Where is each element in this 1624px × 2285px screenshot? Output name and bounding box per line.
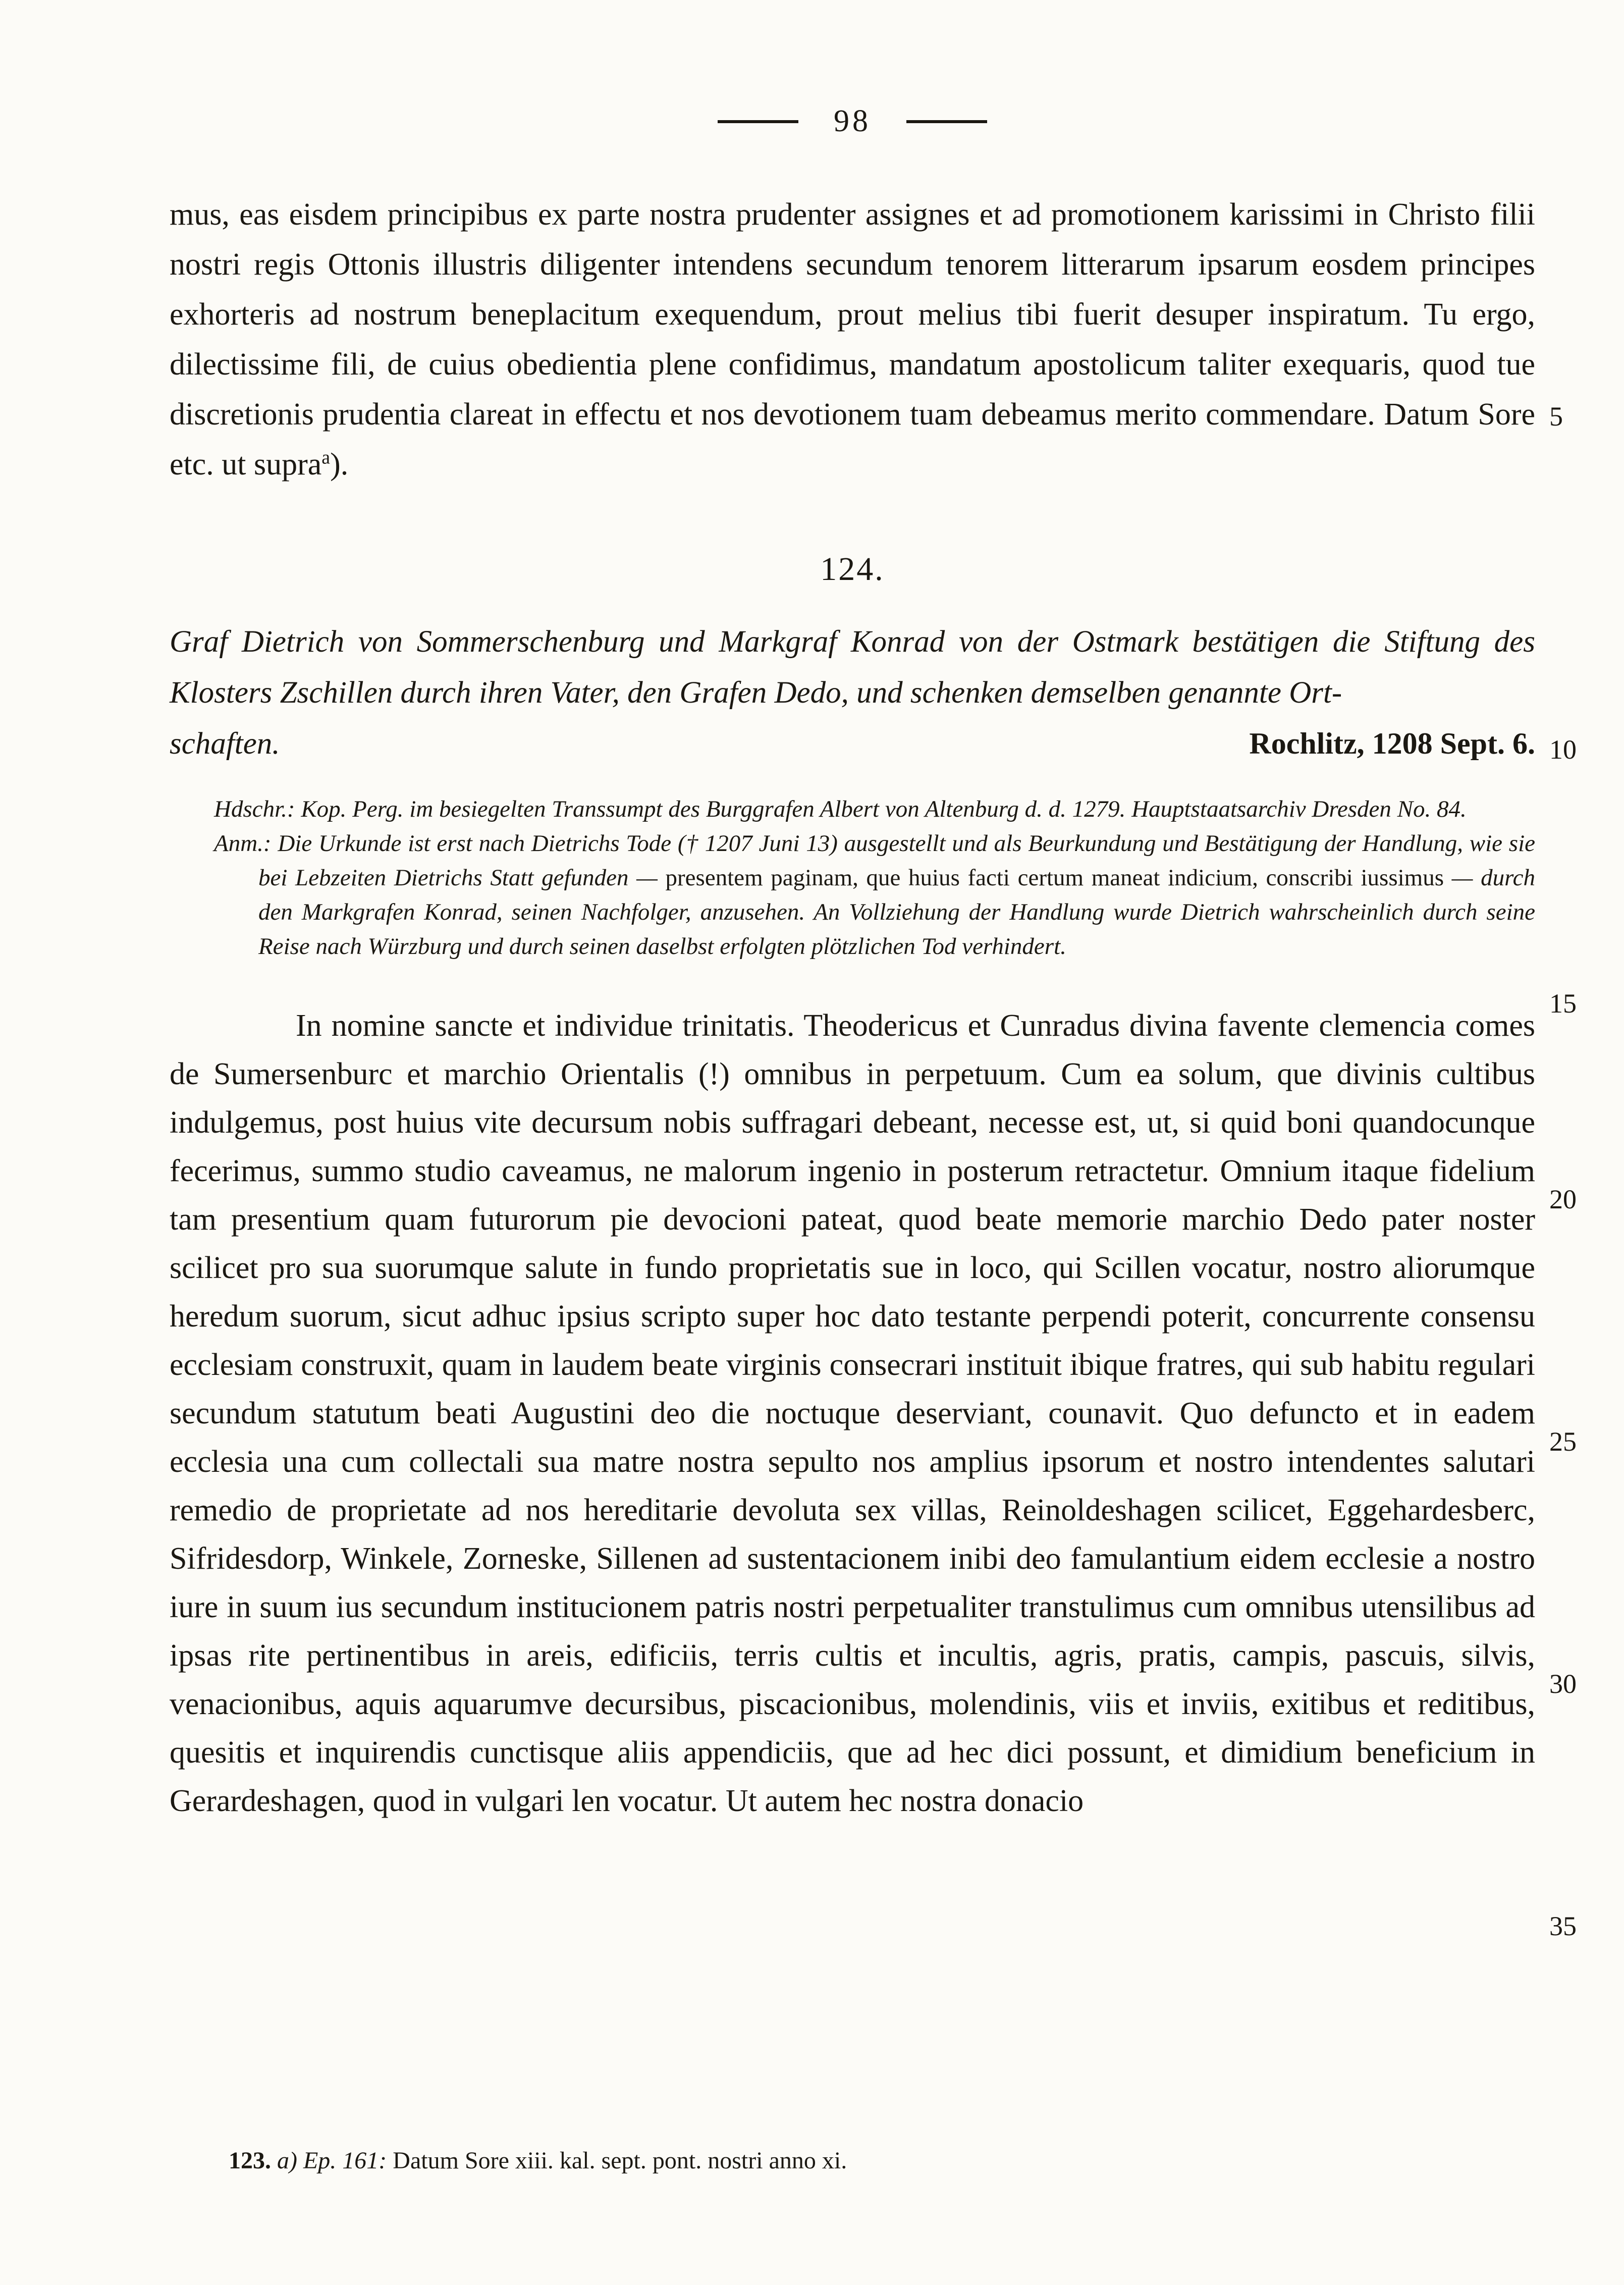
source-notes <box>170 792 1535 964</box>
header-rule-left <box>718 120 798 123</box>
regest-last-line <box>170 718 1535 769</box>
footnote-text: Datum Sore xiii. kal. sept. pont. nostri anno xi. <box>393 2147 847 2174</box>
anm-note <box>170 826 1535 964</box>
margin-line-number-35: 35 <box>1549 1911 1577 1941</box>
place-date: Rochlitz, 1208 Sept. 6. <box>1249 727 1535 760</box>
footnote-ref-mark: a) <box>277 2147 297 2174</box>
document-number: 124. <box>820 551 885 588</box>
page-header <box>170 0 1535 139</box>
footnote-source: Ep. 161: <box>303 2147 387 2174</box>
regest-text: Graf Dietrich von Sommerschenburg und Markgraf Konrad von der Ostmark bestätigen die Stiftung des Klosters Zschillen durch ihren Vater, den Grafen Dedo, und schenken demselben genannte Ort- <box>170 625 1535 710</box>
hdschr-text: Kop. Perg. im besiegelten Transsumpt des Burggrafen Albert von Altenburg d. d. 1279. Hauptstaatsarchiv Dresden No. 84. <box>301 796 1467 822</box>
margin-line-number-25: 25 <box>1549 1426 1577 1457</box>
hdschr-note <box>170 792 1535 826</box>
page-footnote <box>229 2145 847 2176</box>
margin-line-number-30: 30 <box>1549 1669 1577 1699</box>
continuation-text: mus, eas eisdem principibus ex parte nostra prudenter assignes et ad promotionem karissimi in Christo filii nostri regis Ottonis illustris diligenter intendens secundum tenorem litterarum ipsarum eosdem principes exhorteris ad nostrum beneplacitum exequendum, prout melius tibi fuerit desuper inspiratum. Tu ergo, dilectissime fili, de cuius obedientia plene confidimus, mandatum apostolicum taliter exequaris, quod tue discretionis prudentia clareat in effectu et nos devotionem tuam debeamus merito commendare. Datum Sore etc. ut supra <box>170 197 1535 482</box>
continuation-paragraph <box>170 190 1535 490</box>
margin-line-number-20: 20 <box>1549 1184 1577 1214</box>
anm-text-latin-quote: presentem paginam, que huius facti certum maneat indicium, conscribi iussimus <box>665 865 1444 891</box>
anm-text-german-1: Die Urkunde ist erst nach Dietrichs Tode († 1207 Juni 13) ausgestellt und als Beurkundung und Bestätigung der Handlung, wie sie bei Lebzeiten Dietrichs Statt gefunden — <box>258 830 1535 891</box>
footnote-mark-superscript: a <box>321 447 331 468</box>
header-rule-right <box>906 120 987 123</box>
footnote-doc-number: 123. <box>229 2147 271 2174</box>
continuation-after-mark: ). <box>330 447 349 482</box>
regest-summary <box>170 616 1535 718</box>
anm-text-german-2: — durch den Markgrafen Konrad, seinen Nachfolger, anzusehen. An Vollziehung der Handlung wurde Dietrich wahrscheinlich durch seine Reise nach Würzburg und durch seinen daselbst erfolgten plötzlichen Tod verhindert. <box>258 865 1536 960</box>
page-number: 98 <box>834 104 871 138</box>
hdschr-label: Hdschr.: <box>214 796 295 822</box>
regest-end-word: schaften. <box>170 727 280 761</box>
margin-line-number-10: 10 <box>1549 734 1577 765</box>
anm-label: Anm.: <box>214 830 272 857</box>
charter-body-text: In nomine sancte et individue trinitatis. Theodericus et Cunradus divina favente clemencia comes de Sumersenburc et marchio Orientalis (!) omnibus in perpetuum. Cum ea solum, que divinis cultibus indulgemus, post huius vite decursum nobis suffragari debeant, necesse est, ut, si quid boni quandocunque fecerimus, summo studio caveamus, ne malorum ingenio in posterum retractetur. Omnium itaque fidelium tam presentium quam futurorum pie devocioni pateat, quod beate memorie marchio Dedo pater noster scilicet pro sua suorumque salute in fundo proprietatis sue in loco, qui Scillen vocatur, nostro aliorumque heredum suorum, sicut adhuc ipsius scripto super hoc dato testante perpendi poterit, concurrente consensu ecclesiam construxit, quam in laudem beate virginis consecrari instituit ibique fratres, qui sub habitu regulari secundum statutum beati Augustini deo die noctuque deserviant, counavit. Quo defuncto et in eadem ecclesia una cum collectali sua matre nostra sepulto nos amplius ipsorum et nostro intendentes salutari remedio de proprietate ad nos hereditarie devoluta sex villas, Reinoldeshagen scilicet, Eggehardesberc, Sifridesdorp, Winkele, Zorneske, Sillenen ad sustentacionem inibi deo famulantium eidem ecclesie a nostro iure in suum ius secundum institucionem patris nostri perpetualiter transtulimus cum omnibus utensilibus ad ipsas rite pertinentibus in areis, edificiis, terris cultis et incultis, agris, pratis, campis, pascuis, silvis, venacionibus, aquis aquarumve decursibus, piscacionibus, molendinis, viis et inviis, exitibus et reditibus, quesitis et inquirendis cunctisque aliis appendiciis, que ad hec dici possunt, et dimidium beneficium in Gerardeshagen, quod in vulgari len vocatur. Ut autem hec nostra donacio <box>170 1008 1535 1818</box>
margin-line-number-5: 5 <box>1549 401 1563 432</box>
margin-line-number-15: 15 <box>1549 988 1577 1019</box>
